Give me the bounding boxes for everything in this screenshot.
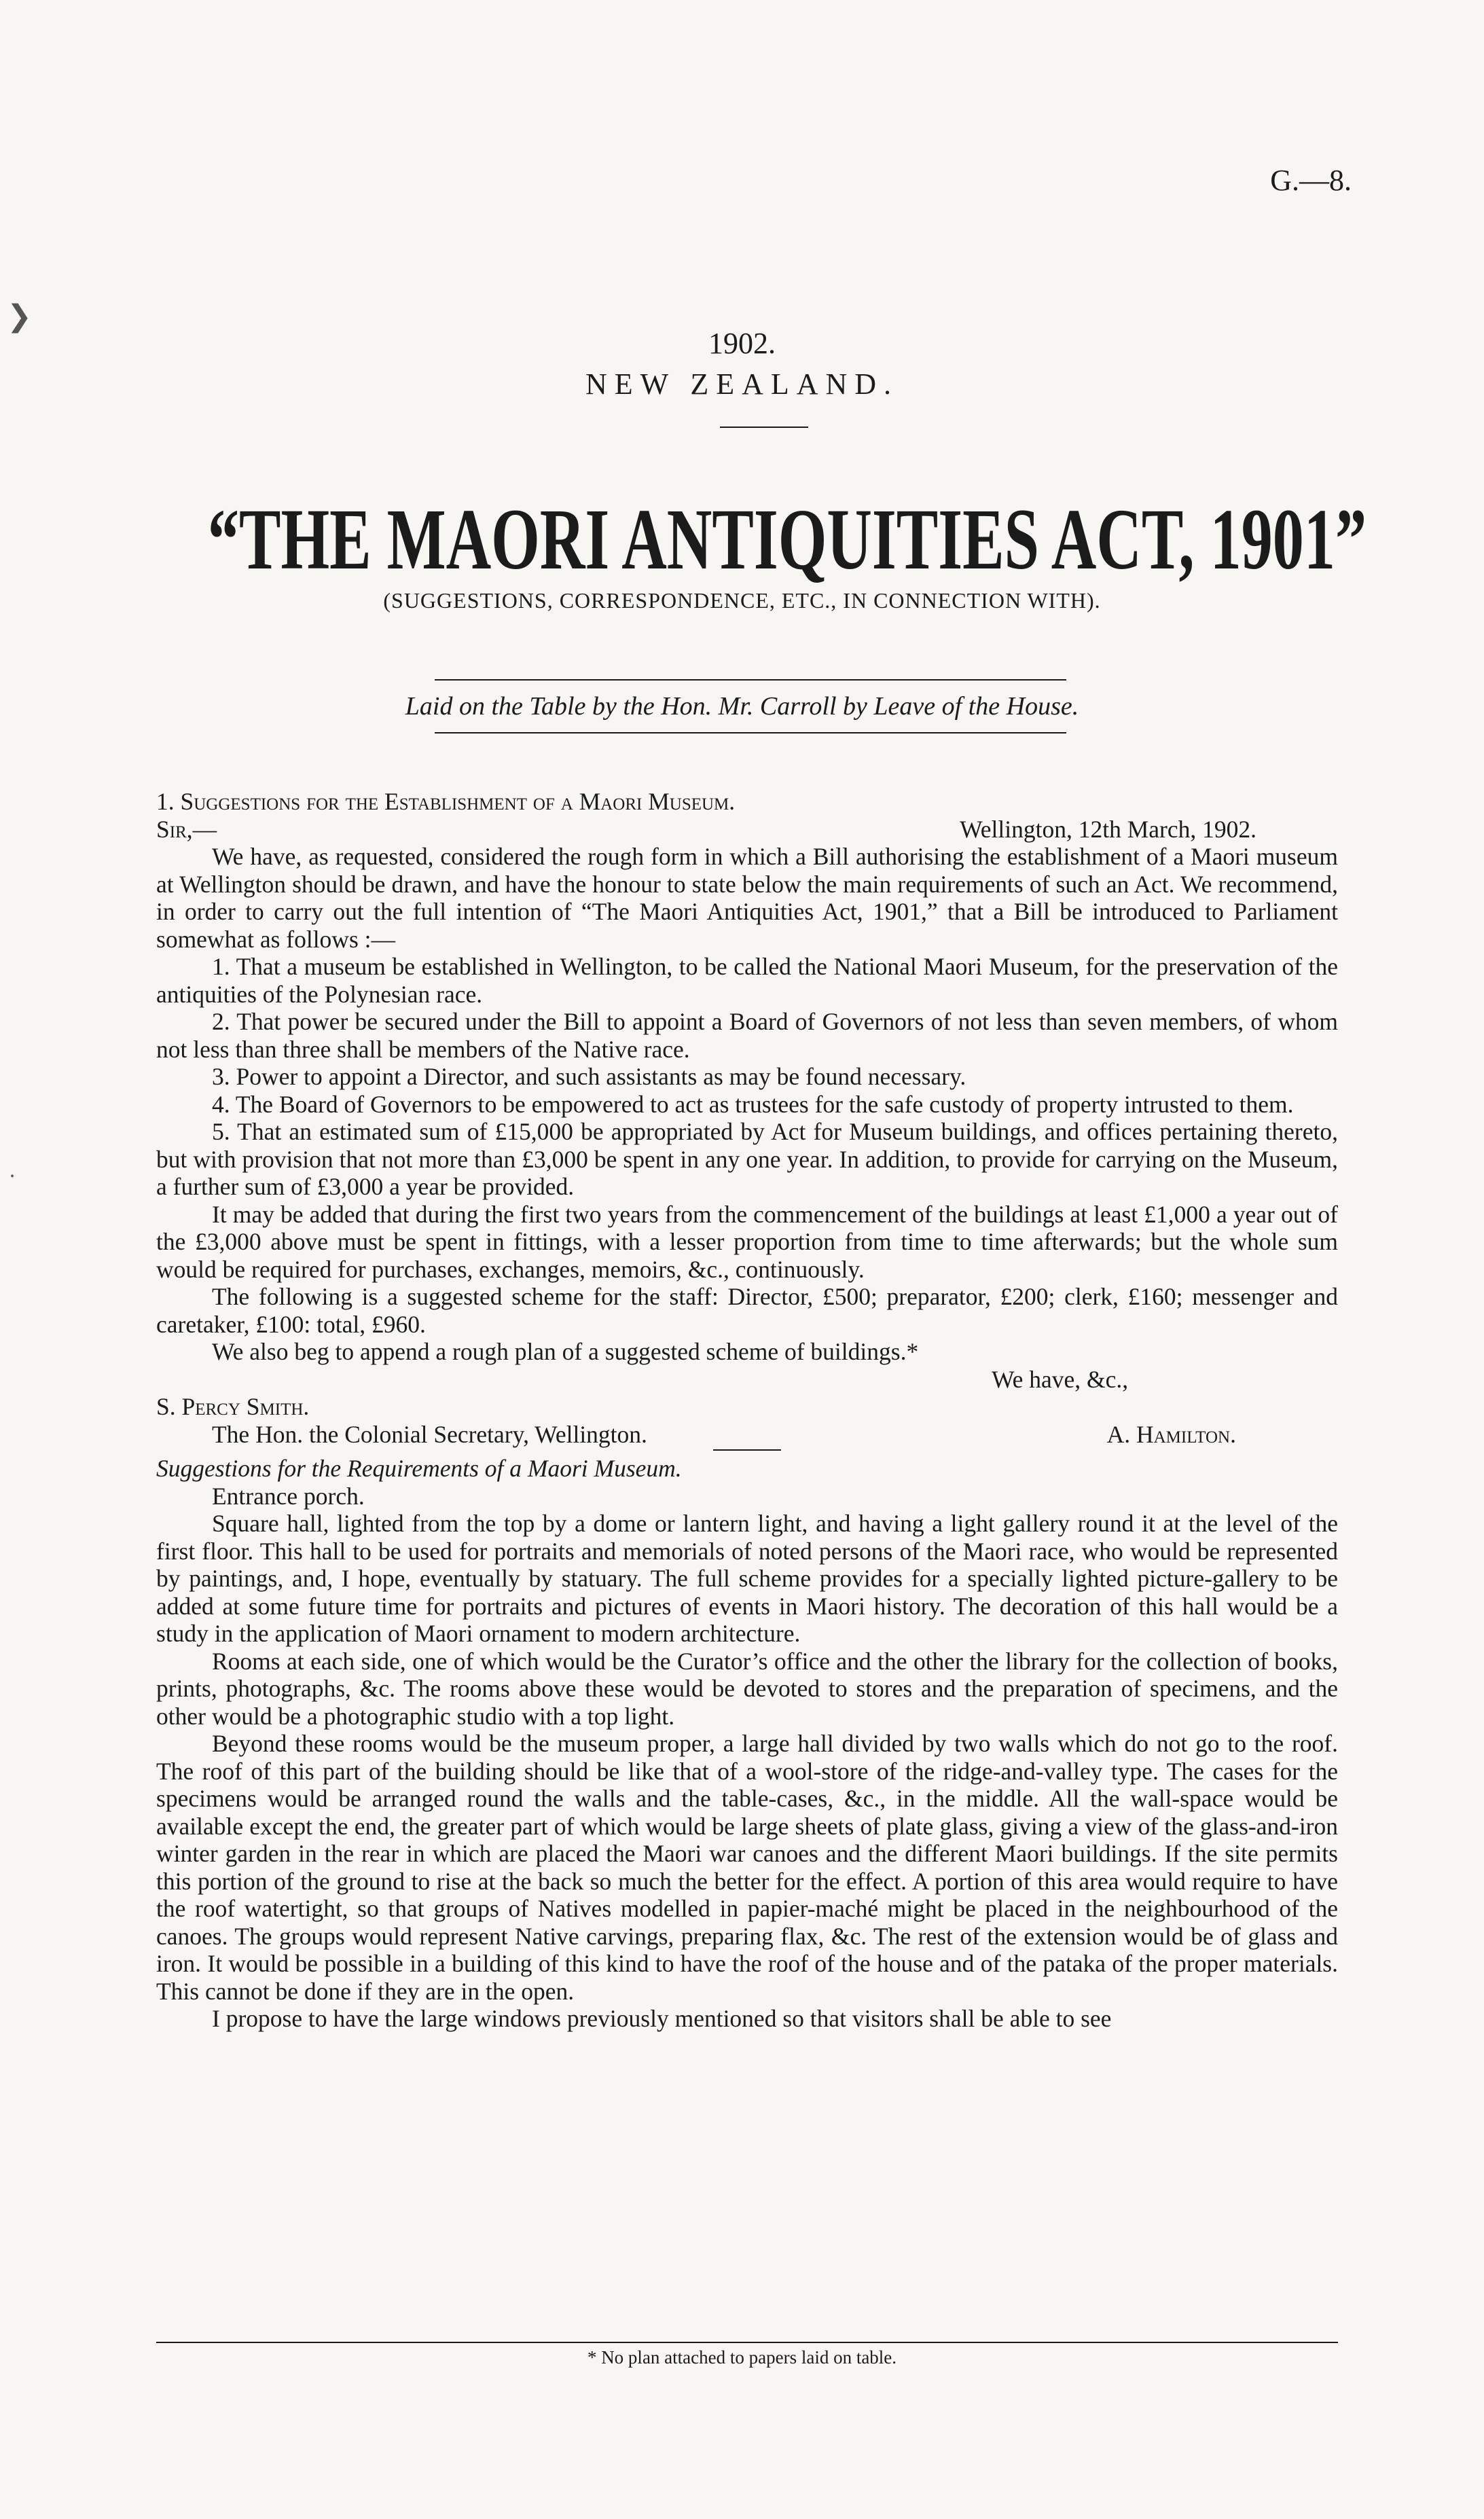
suggestion-paragraph: Square hall, lighted from the top by a dome or lantern light, and having a light gallery round it at the level of the first floor. This hall to be used for portraits and memorials of noted persons of the Maori race, who would be represented by paintings, and, I hope, eventually by statuary. The full scheme provides for a specially lighted picture-gallery to be added at some future time for portraits and pictures of events in Maori history. The decoration of this hall would be a study in the application of Maori ornament to modern architecture. (156, 1510, 1338, 1647)
year: 1902. (708, 327, 776, 360)
addressee-row (156, 1421, 1338, 1449)
suggestion-paragraph: Beyond these rooms would be the museum proper, a large hall divided by two walls which do not go to the roof. The roof of this part of the building should be like that of a wool-store of the ridge-and-valley type. The cases for the specimens would be arranged round the walls and the table-cases, &c., in the middle. All the wall-space would be available except the end, the greater part of which would be large sheets of plate glass, giving a view of the glass-and-iron winter garden in the rear in which are placed the Maori war canoes and the different Maori buildings. If the site permits this portion of the ground to rise at the back so much the better for the effect. A portion of this area would require to have the roof watertight, so that groups of Natives modelled in papier-maché might be placed in the neighbourhood of the canoes. The groups would represent Native carvings, preparing flax, &c. The rest of the extension would be of glass and iron. It would be possible in a building of this kind to have the roof of the house and of the pataka of the proper materials. This cannot be done if they are in the open. (156, 1730, 1338, 2005)
suggestion-paragraph: Entrance porch. (212, 1482, 365, 1510)
letter-paragraph: We also beg to append a rough plan of a suggested scheme of buildings.* (212, 1338, 919, 1365)
suggestion-paragraph: I propose to have the large windows previously mentioned so that visitors shall be able to see (212, 2005, 1112, 2032)
margin-mark: ❯ (7, 300, 32, 333)
signature: A. Hamilton. (1106, 1420, 1236, 1448)
divider (720, 427, 808, 428)
divider (713, 1449, 781, 1451)
letter-paragraph: 5. That an estimated sum of £15,000 be appropriated by Act for Museum buildings, and offices pertaining thereto, but with provision that not more than £3,000 be spent in any one year. In addition, to provide for carrying on the Museum, a further sum of £3,000 a year be provided. (156, 1118, 1338, 1200)
page-title: “THE MAORI ANTIQUITIES ACT, 1901” (207, 491, 1367, 587)
paper-reference: G.—8. (1270, 164, 1352, 197)
page-subtitle: (SUGGESTIONS, CORRESPONDENCE, ETC., IN CONNECTION WITH). (383, 588, 1101, 613)
addressee: The Hon. the Colonial Secretary, Wellington. (212, 1420, 647, 1448)
suggestion-paragraph: Rooms at each side, one of which would be the Curator’s office and the other the library for the collection of books, prints, photographs, &c. The rooms above these would be devoted to stores and the preparation of specimens, and the other would be a photographic studio with a top light. (156, 1647, 1338, 1730)
laid-on-table-note: Laid on the Table by the Hon. Mr. Carroll by Leave of the House. (405, 692, 1079, 721)
margin-mark: ⸱ (10, 1165, 16, 1188)
letter-paragraph: It may be added that during the first two years from the commencement of the buildings at least £1,000 a year out of the £3,000 above must be spent in fittings, with a lesser proportion from time to time afterwards; but the whole sum would be required for purchases, exchanges, memoirs, &c., continuously. (156, 1200, 1338, 1283)
letter-paragraph: 3. Power to appoint a Director, and such assistants as may be found necessary. (212, 1063, 966, 1090)
letter-paragraph: The following is a suggested scheme for the staff: Director, £500; preparator, £200; clerk, £160; messenger and caretaker, £100: total, £960. (156, 1283, 1338, 1338)
document-body (156, 788, 1338, 2033)
country: NEW ZEALAND. (585, 367, 899, 401)
letter-paragraph: 4. The Board of Governors to be empowered to act as trustees for the safe custody of property intrusted to them. (212, 1090, 1294, 1118)
divider (435, 732, 1066, 733)
letter-paragraph: We have, as requested, considered the rough form in which a Bill authorising the establishment of a Maori museum at Wellington should be drawn, and have the honour to state below the main requirements of such an Act. We recommend, in order to carry out the full intention of “The Maori Antiquities Act, 1901,” that a Bill be introduced to Parliament somewhat as follows :— (156, 843, 1338, 953)
closing: We have, &c., (992, 1365, 1129, 1393)
salutation-row (156, 816, 1338, 844)
divider (435, 679, 1066, 681)
place-date: Wellington, 12th March, 1902. (960, 815, 1256, 843)
footnote-divider (156, 2342, 1338, 2343)
section-heading: Suggestions for the Requirements of a Maori Museum. (156, 1455, 682, 1482)
letter-paragraph: 1. That a museum be established in Wellington, to be called the National Maori Museum, for the preservation of the antiquities of the Polynesian race. (156, 953, 1338, 1008)
signature: S. Percy Smith. (156, 1393, 310, 1420)
letter-paragraph: 2. That power be secured under the Bill to appoint a Board of Governors of not less than seven members, of whom not less than three shall be members of the Native race. (156, 1008, 1338, 1063)
salutation: Sir,— (156, 815, 217, 843)
footnote: * No plan attached to papers laid on table. (587, 2347, 897, 2368)
section-heading: 1. Suggestions for the Establishment of a Maori Museum. (156, 788, 736, 815)
